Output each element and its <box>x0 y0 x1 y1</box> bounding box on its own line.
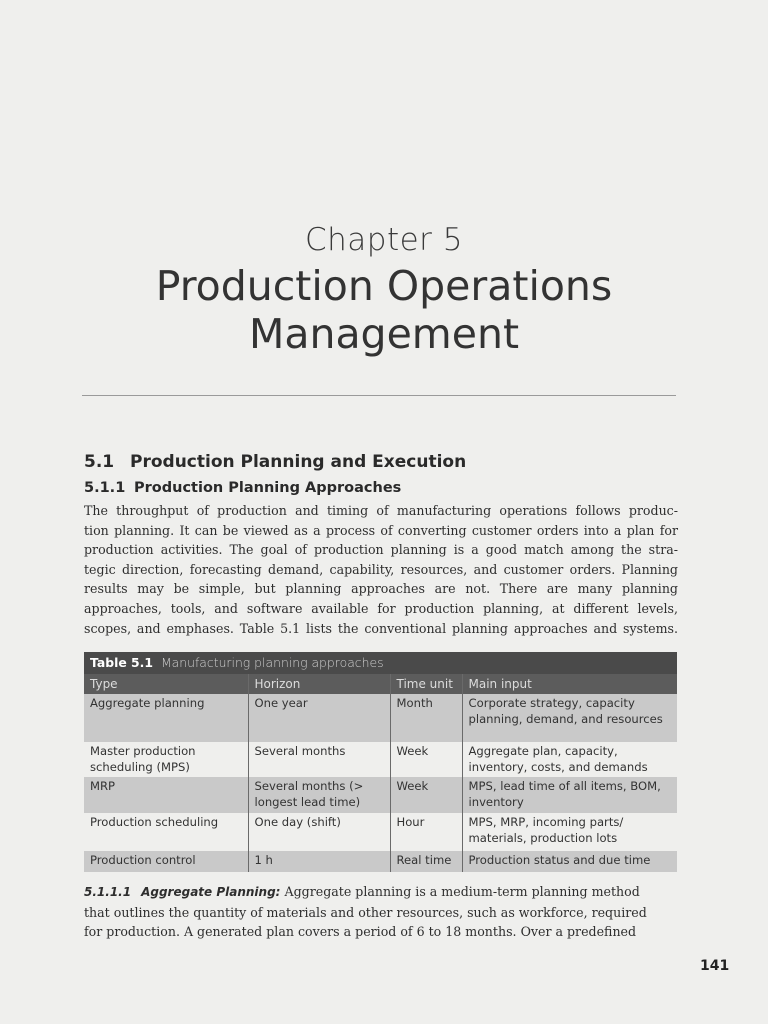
body-paragraph <box>84 501 678 638</box>
section-title: Production Planning and Execution <box>130 452 467 472</box>
cell-type: Production control <box>84 851 248 872</box>
table-5-1 <box>84 652 677 872</box>
cell-time-unit: Week <box>390 777 462 813</box>
table-row <box>84 813 677 851</box>
subsection-number: 5.1.1 <box>84 480 126 496</box>
paragraph-text: Aggregate planning is a medium-term planning method <box>284 884 640 899</box>
cell-horizon: One day (shift) <box>248 813 390 851</box>
header-horizon: Horizon <box>248 674 390 694</box>
cell-type: Production scheduling <box>90 815 219 829</box>
cell-time-unit: Hour <box>390 813 462 851</box>
paragraph-line: production activities. The goal of production planning is a good match among the stra- <box>84 542 678 558</box>
chapter-title <box>0 262 768 358</box>
subsubsection-number: 5.1.1.1 <box>84 885 132 899</box>
cell-type: MRP <box>84 777 248 813</box>
cell-horizon: One year <box>248 694 390 742</box>
paragraph-line: tegic direction, forecasting demand, capability, resources, and customer orders. Planning <box>84 561 678 577</box>
cell-main-input: Corporate strategy, capacity planning, demand, and resources <box>462 694 677 742</box>
subsection-heading <box>84 480 401 496</box>
table-row <box>84 777 677 813</box>
cell-main-input: Aggregate plan, capacity, inventory, costs, and demands <box>462 742 677 777</box>
cell-horizon: Several months (> longest lead time) <box>248 777 390 813</box>
table-row <box>84 851 677 872</box>
subsubsection-heading <box>84 885 280 899</box>
cell-horizon: 1 h <box>248 851 390 872</box>
chapter-label: Chapter 5 <box>304 222 464 258</box>
paragraph-line: approaches, tools, and software available for production planning, at different levels, <box>84 600 678 616</box>
chapter-title-line-2: Management <box>248 310 520 358</box>
paragraph-line <box>84 882 678 903</box>
cell-type: Master production scheduling (MPS) <box>90 744 196 774</box>
paragraph-line: tion planning. It can be viewed as a process of converting customer orders into a plan for <box>84 522 678 538</box>
cell-time-unit: Real time <box>390 851 462 872</box>
cell-main-input: MPS, lead time of all items, BOM, inventory <box>462 777 677 813</box>
cell-horizon: Several months <box>248 742 390 777</box>
planning-table <box>84 674 677 872</box>
subsubsection-title: Aggregate Planning: <box>141 885 281 899</box>
table-header-row <box>84 674 677 694</box>
section-heading <box>84 452 466 472</box>
cell-time-unit: Week <box>390 742 462 777</box>
paragraph-line: for production. A generated plan covers a period of 6 to 18 months. Over a predefined <box>84 924 637 940</box>
cell-time-unit: Month <box>390 694 462 742</box>
table-row <box>84 694 677 742</box>
subsection-title: Production Planning Approaches <box>134 480 402 496</box>
table-title: Manufacturing planning approaches <box>160 655 384 670</box>
chapter-title-line-1: Production Operations <box>155 262 613 310</box>
cell-main-input: MPS, MRP, incoming parts/ materials, production lots <box>462 813 677 851</box>
section-number: 5.1 <box>84 452 115 472</box>
aggregate-planning-paragraph <box>84 882 678 942</box>
page-number: 141 <box>700 958 730 974</box>
header-time-unit: Time unit <box>390 674 462 694</box>
paragraph-line: results may be simple, but planning approaches are not. There are many planning <box>84 581 678 597</box>
table-caption <box>84 652 677 674</box>
table-label: Table 5.1 <box>90 655 153 670</box>
paragraph-line: The throughput of production and timing of manufacturing operations follows produc- <box>84 503 678 518</box>
header-main-input: Main input <box>462 674 677 694</box>
paragraph-line: scopes, and emphases. Table 5.1 lists the conventional planning approaches and systems. <box>84 620 678 636</box>
title-divider <box>82 395 676 396</box>
table-row <box>84 742 677 777</box>
cell-type: Aggregate planning <box>84 694 248 742</box>
cell-main-input: Production status and due time <box>462 851 677 872</box>
paragraph-line: that outlines the quantity of materials and other resources, such as workforce, required <box>84 904 647 920</box>
header-type: Type <box>84 674 248 694</box>
